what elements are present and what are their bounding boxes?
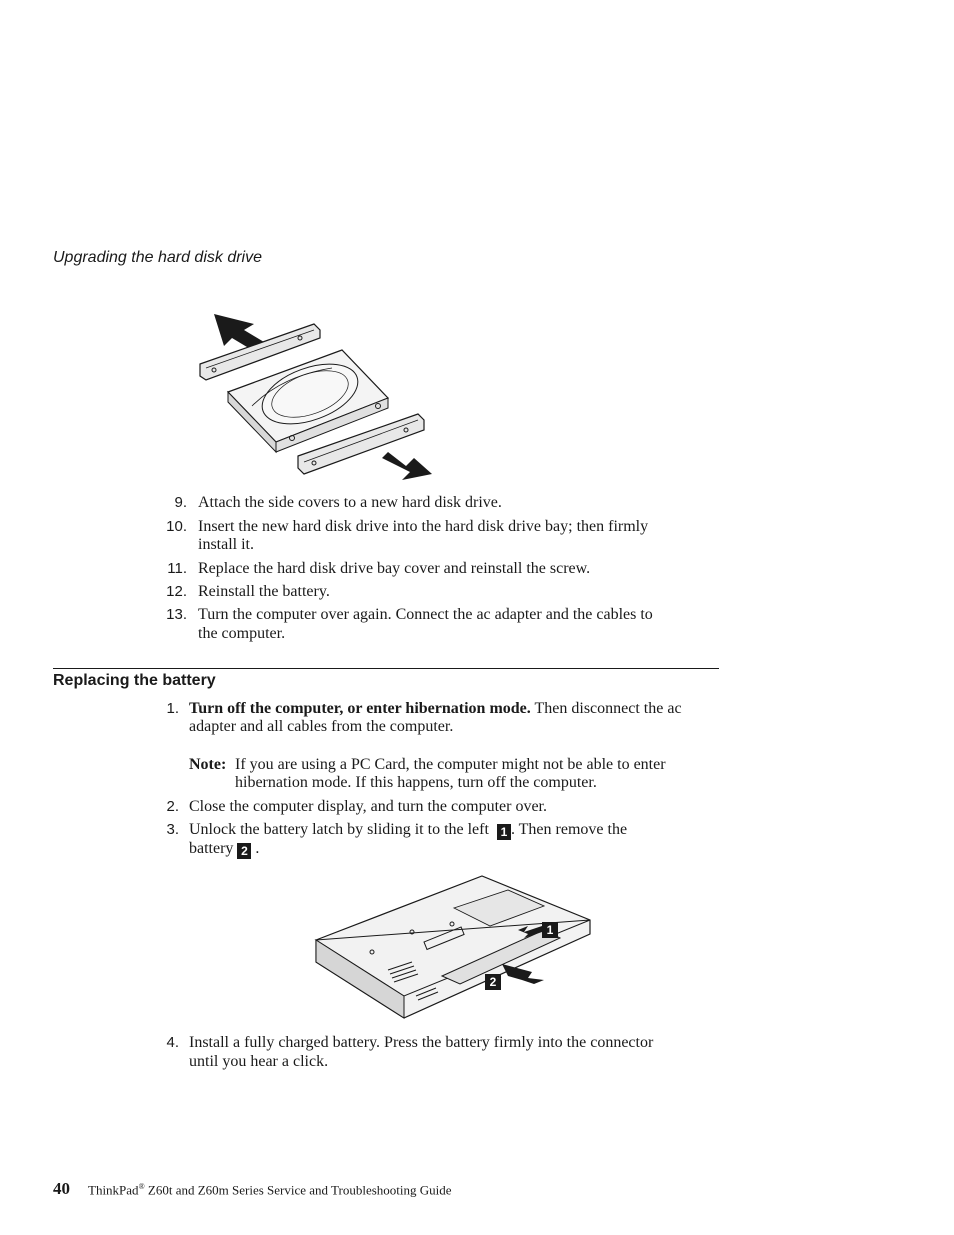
note-text: If you are using a PC Card, the computer might not be able to enter	[235, 756, 666, 773]
step-number: 2.	[166, 798, 179, 815]
step-text-mid: . Then remove the	[510, 821, 628, 838]
step-text	[189, 820, 627, 840]
section-divider	[53, 668, 719, 669]
hard-disk-side-covers-illustration	[192, 306, 442, 488]
step-text-battery: battery	[189, 840, 234, 857]
step-text-continued: until you hear a click.	[189, 1053, 329, 1070]
footer-title	[88, 1182, 452, 1198]
figure-callout-2: 2	[489, 975, 497, 989]
figure-callout-1: 1	[546, 923, 554, 937]
note-text-continued: hibernation mode. If this happens, turn off the computer.	[235, 774, 597, 791]
callout-badge: 1	[497, 824, 511, 840]
step-text: Insert the new hard disk drive into the hard disk drive bay; then firmly	[198, 518, 649, 535]
page-number: 40	[53, 1179, 70, 1198]
running-header-title: Upgrading the hard disk drive	[53, 249, 263, 266]
registered-mark: ®	[138, 1182, 145, 1191]
step-number: 11.	[167, 560, 187, 577]
step-text: Reinstall the battery.	[198, 583, 330, 600]
step-number: 13.	[166, 606, 187, 623]
step-text-pre: Unlock the battery latch by sliding it to the left	[189, 821, 489, 838]
callout-badge: 2	[237, 843, 251, 859]
footer-title-brand: ThinkPad	[88, 1182, 139, 1198]
step-text: Attach the side covers to a new hard disk drive.	[198, 494, 502, 511]
laptop-battery-removal-illustration	[312, 872, 592, 1022]
step-emphasis: Turn off the computer, or enter hibernation mode.	[189, 700, 531, 717]
step-number: 1.	[166, 700, 179, 717]
step-text	[189, 699, 682, 718]
step-number: 10.	[166, 518, 187, 535]
step-text-end: .	[255, 840, 260, 857]
step-text-continued: install it.	[198, 536, 254, 553]
step-text-rest: Then disconnect the ac	[530, 700, 682, 717]
step-number: 9.	[174, 494, 187, 511]
step-text: Replace the hard disk drive bay cover and reinstall the screw.	[198, 560, 591, 577]
note-label: Note:	[189, 756, 227, 773]
step-number: 3.	[166, 821, 179, 838]
step-text: Close the computer display, and turn the computer over.	[189, 798, 547, 815]
section-heading: Replacing the battery	[53, 672, 216, 689]
step-text: Install a fully charged battery. Press the battery firmly into the connector	[189, 1034, 654, 1051]
footer-title-rest: Z60t and Z60m Series Service and Troubleshooting Guide	[144, 1182, 452, 1198]
step-number: 12.	[166, 583, 187, 600]
step-text-continued: adapter and all cables from the computer.	[189, 718, 454, 735]
step-text-continued	[189, 839, 259, 859]
step-text: Turn the computer over again. Connect the ac adapter and the cables to	[198, 606, 653, 623]
step-number: 4.	[166, 1034, 179, 1051]
step-text-continued: the computer.	[198, 625, 286, 642]
